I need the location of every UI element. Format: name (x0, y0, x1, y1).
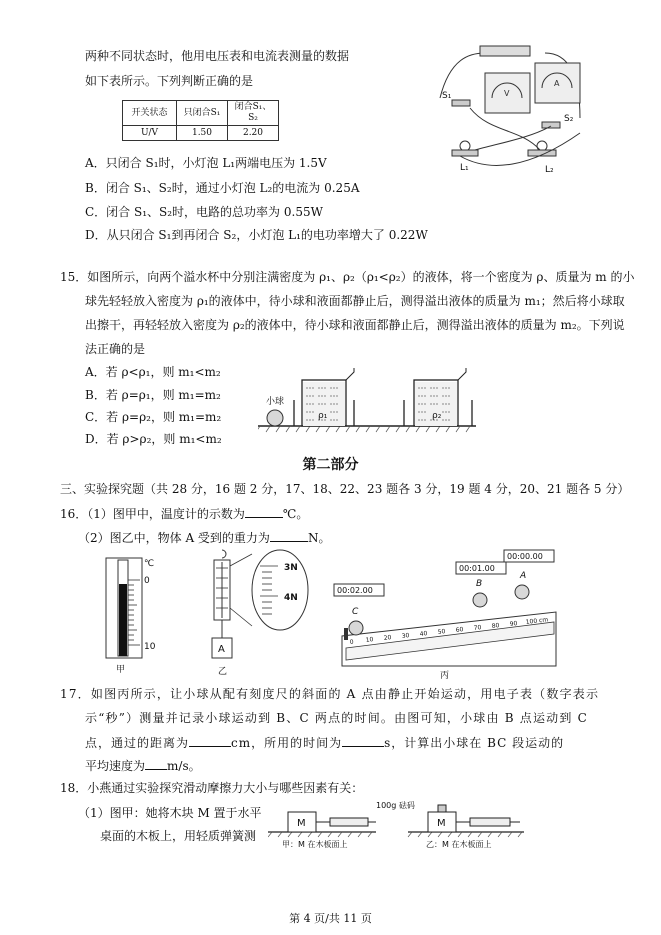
timer-b-value: 00:01.00 (459, 564, 495, 573)
table-cell-s1s2: 2.20 (228, 126, 279, 141)
q18-line1: 18．小燕通过实验探究滑动摩擦力大小与哪些因素有关： (60, 781, 364, 795)
q14-option-d: D．从只闭合 S₁到再闭合 S₂，小灯泡 L₁的电功率增大了 0.22W (85, 228, 428, 242)
ruler-tick-100: 100 cm (525, 616, 549, 626)
q15-option-c: C．若 ρ=ρ₂，则 m₁=m₂ (85, 410, 222, 424)
q17-distance-blank[interactable] (189, 734, 231, 747)
q18-line3: 桌面的木板上，用轻质弹簧测 (100, 829, 257, 843)
ball (267, 410, 283, 426)
point-b: B (476, 579, 483, 589)
q15-line4: 法正确的是 (85, 342, 146, 356)
spring-4n: 4N (284, 593, 298, 603)
q16-part2 (78, 529, 330, 546)
spring-3n: 3N (284, 563, 298, 573)
table-cell-s1: 1.50 (177, 126, 228, 141)
ball-c (349, 621, 363, 635)
ruler-tick-0: 0 (349, 638, 355, 646)
timer-a-value: 00:00.00 (507, 552, 543, 561)
q14-intro-line1: 两种不同状态时，他用电压表和电流表测量的数据 (85, 49, 350, 63)
q16-p2-blank[interactable] (270, 529, 308, 542)
page-footer: 第 4 页/共 11 页 (289, 912, 372, 925)
q14-option-a: A．只闭合 S₁时，小灯泡 L₁两端电压为 1.5V (85, 156, 327, 170)
q18-line2: （1）图甲：她将木块 M 置于水平 (78, 806, 262, 820)
q17-avg-unit: m/s。 (167, 759, 201, 773)
svg-text:V: V (504, 89, 510, 98)
q14-data-table (122, 100, 279, 141)
q14-intro-line2: 如下表所示。下列判断正确的是 (85, 74, 254, 88)
table-row-label: U/V (123, 126, 177, 141)
ruler-tick-60: 60 (455, 626, 464, 634)
ruler-tick-10: 10 (365, 636, 374, 644)
ruler-tick-80: 80 (491, 622, 500, 630)
q17-line3 (85, 734, 564, 751)
fig-bing-caption: 丙 (440, 671, 450, 680)
thermometer-figure (100, 552, 170, 677)
q17-avg-text: 平均速度为 (85, 759, 146, 773)
q15-option-a: A．若 ρ<ρ₁，则 m₁<m₂ (85, 365, 221, 379)
q16-p1-unit: ℃。 (282, 507, 309, 521)
q16-p2-unit: N。 (307, 531, 331, 545)
ruler-tick-90: 90 (509, 620, 518, 628)
rho2-label: ρ₂ (432, 411, 442, 421)
label-s1: S₁ (442, 91, 452, 101)
thermo-unit: ℃ (144, 559, 155, 569)
q17-distance-text: 点，通过的距离为 (85, 736, 190, 750)
caption-yi: 乙：M 在木板面上 (426, 840, 492, 849)
q16-part1 (60, 505, 308, 522)
part2-title: 第二部分 (302, 457, 359, 473)
q17-time-blank[interactable] (342, 734, 384, 747)
ball-label: 小球 (266, 397, 285, 407)
table-header-switch: 开关状态 (123, 101, 177, 126)
label-l2: L₂ (545, 165, 554, 175)
section3-header: 三、实验探究题（共 28 分，16 题 2 分，17、18、22、23 题各 3 分，19 题 4 分，20、21 题各 5 分） (60, 482, 630, 496)
q16-p2-text: （2）图乙中，物体 A 受到的重力为 (78, 531, 270, 545)
table-header-s1: 只闭合S₁ (177, 101, 228, 126)
q17-avg-blank[interactable] (145, 757, 167, 770)
circuit-figure (430, 38, 595, 178)
q14-option-c: C．闭合 S₁、S₂时，电路的总功率为 0.55W (85, 205, 323, 219)
q14-option-b: B．闭合 S₁、S₂时，通过小灯泡 L₂的电流为 0.25A (85, 181, 360, 195)
rho1-label: ρ₁ (318, 411, 328, 421)
fig-yi-caption: 乙 (218, 667, 228, 677)
q15-option-d: D．若 ρ>ρ₂，则 m₁<m₂ (85, 432, 222, 446)
thermometer-column (119, 584, 127, 656)
spring-meter-jia (330, 818, 368, 826)
ball-b (473, 593, 487, 607)
fig-jia-caption: 甲 (116, 665, 126, 675)
block-m-jia-label: M (297, 818, 306, 829)
q15-line2: 球先轻轻放入密度为 ρ₁的液体中，待小球和液面都静止后，测得溢出液体的质量为 m₁；然后将小球取 (85, 294, 625, 308)
spring-scale-zoom (252, 550, 308, 630)
label-l1: L₁ (460, 163, 469, 173)
switch-s2 (542, 122, 560, 128)
q17-time-text: cm，所用的时间为 (231, 736, 343, 750)
weight-100g (438, 805, 446, 812)
thermo-0: 0 (144, 576, 150, 586)
caption-jia: 甲：M 在木板面上 (282, 840, 348, 849)
q17-line4 (85, 757, 201, 774)
ruler-tick-40: 40 (419, 630, 428, 638)
table-header-s1s2: 闭合S₁、S₂ (228, 101, 279, 126)
ruler-tick-20: 20 (383, 634, 392, 642)
q17-line2: 示“秒”）测量并记录小球运动到 B、C 两点的时间。由图可知，小球由 B 点运动到 C (85, 711, 588, 725)
spring-scale-figure (200, 548, 310, 680)
label-s2: S₂ (564, 114, 574, 124)
q16-p1-blank[interactable] (245, 505, 283, 518)
ruler-tick-30: 30 (401, 632, 410, 640)
switch-s1 (452, 100, 470, 106)
battery-pack (480, 46, 530, 56)
q15-line3: 出擦干，再轻轻放入密度为 ρ₂的液体中，待小球和液面都静止后，测得溢出液体的质量为 m₂。下列说 (85, 318, 625, 332)
q15-option-b: B．若 ρ=ρ₁，则 m₁=m₂ (85, 388, 221, 402)
spring-meter-yi (470, 818, 510, 826)
ruler-tick-70: 70 (473, 624, 482, 632)
point-a: A (520, 571, 527, 581)
incline-figure (328, 548, 564, 680)
friction-figure (268, 798, 528, 850)
block-m-yi-label: M (437, 818, 446, 829)
q17-speed-text: s，计算出小球在 BC 段运动的 (384, 736, 565, 750)
point-c: C (352, 607, 359, 617)
overflow-cups-figure (258, 358, 478, 438)
block-a-label: A (218, 644, 225, 655)
q16-p1-text: 16．（1）图甲中，温度计的示数为 (60, 507, 245, 521)
weight-label: 100g 砝码 (376, 801, 415, 810)
q15-line1: 15．如图所示，向两个溢水杯中分别注满密度为 ρ₁、ρ₂（ρ₁<ρ₂）的液体，将一个密度为 ρ、质量为 m 的小 (60, 270, 635, 284)
svg-text:A: A (554, 79, 560, 88)
ruler-tick-50: 50 (437, 628, 446, 636)
q17-line1: 17．如图丙所示，让小球从配有刻度尺的斜面的 A 点由静止开始运动，用电子表（数字表示 (60, 687, 600, 701)
timer-c-value: 00:02.00 (337, 586, 373, 595)
thermo-10: 10 (144, 642, 156, 652)
ball-a (515, 585, 529, 599)
